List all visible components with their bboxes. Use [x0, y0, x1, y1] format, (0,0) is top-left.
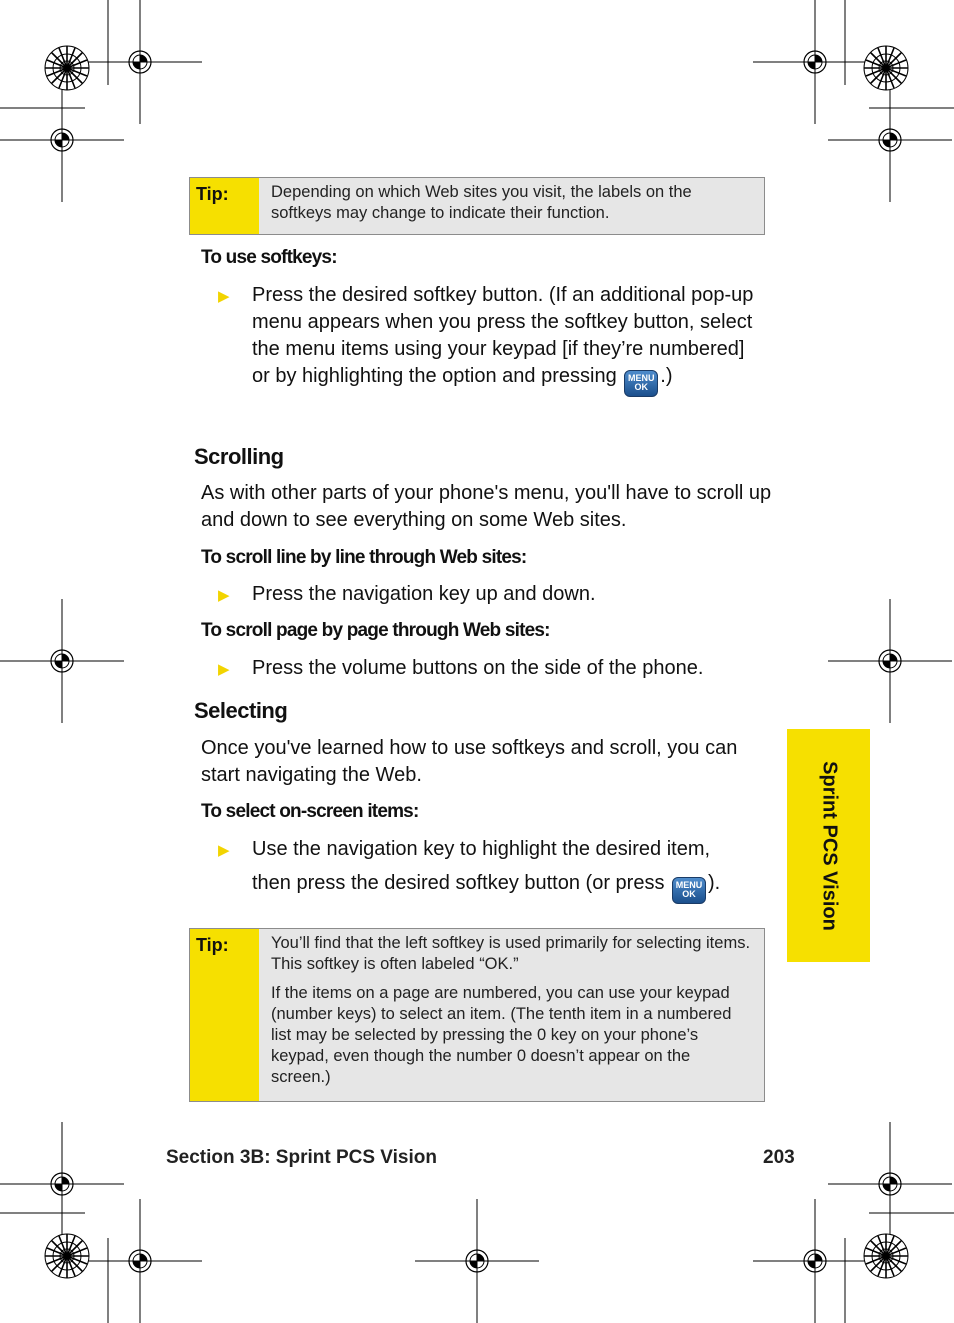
footer-page-number: 203 [763, 1147, 795, 1168]
tip-text [259, 178, 764, 234]
step-text: Press the volume buttons on the side of the phone. [252, 657, 704, 679]
side-tab-label: Sprint PCS Vision [818, 760, 840, 931]
triangle-right-icon: ▶ [218, 587, 230, 604]
tip-paragraph: You’ll find that the left softkey is used primarily for selecting items. This softkey is often labeled “OK.” [271, 934, 751, 973]
triangle-right-icon: ▶ [218, 661, 230, 678]
menu-ok-key-icon: MENU OK [672, 877, 706, 904]
menu-ok-key-icon: MENU OK [624, 370, 658, 397]
step-text [252, 282, 758, 397]
step-text-part: Use the navigation key to highlight the desired item, then press the desired softkey button (or press [252, 838, 711, 894]
tip-text [259, 929, 764, 1101]
footer-section-title: Section 3B: Sprint PCS Vision [166, 1147, 437, 1168]
tip-label: Tip: [190, 929, 259, 1101]
procedure-heading-select-items: To select on-screen items: [201, 801, 419, 822]
triangle-right-icon: ▶ [218, 288, 230, 305]
step-text-part: .) [660, 365, 673, 387]
procedure-heading-scroll-line: To scroll line by line through Web sites: [201, 547, 527, 568]
section-side-tab [787, 729, 870, 962]
tip-box-selecting [189, 928, 765, 1102]
tip-paragraph: Depending on which Web sites you visit, the labels on the softkeys may change to indicate their function. [271, 183, 692, 222]
tip-label: Tip: [190, 178, 259, 234]
procedure-heading-scroll-page: To scroll page by page through Web sites: [201, 620, 550, 641]
section-heading-scrolling: Scrolling [194, 444, 284, 469]
triangle-right-icon: ▶ [218, 842, 230, 859]
step-select-items [218, 836, 748, 904]
step-text-part: ). [708, 872, 721, 894]
step-scroll-page [218, 655, 758, 682]
step-text [252, 832, 748, 904]
step-text-part: Press the desired softkey button. (If an additional pop-up menu appears when you press the softkey button, select the menu items using your keypad [if they’re numbered] or by highlighting the option and pressing [252, 284, 754, 387]
step-text: Press the navigation key up and down. [252, 583, 596, 605]
scrolling-intro: As with other parts of your phone's menu, you'll have to scroll up and down to see everything on some Web sites. [201, 482, 772, 531]
step-scroll-line [218, 581, 758, 608]
procedure-heading-softkeys: To use softkeys: [201, 247, 337, 268]
selecting-intro: Once you've learned how to use softkeys and scroll, you can start navigating the Web. [201, 737, 738, 786]
tip-paragraph: If the items on a page are numbered, you can use your keypad (number keys) to select an item. (The tenth item in a numbered list may be selected by pressing the 0 key on your phone’s keypad, even though the number 0 doesn’t appear on the screen.) [271, 984, 732, 1086]
section-heading-selecting: Selecting [194, 698, 288, 723]
step-softkeys [218, 282, 758, 397]
tip-box-softkey-labels [189, 177, 765, 235]
